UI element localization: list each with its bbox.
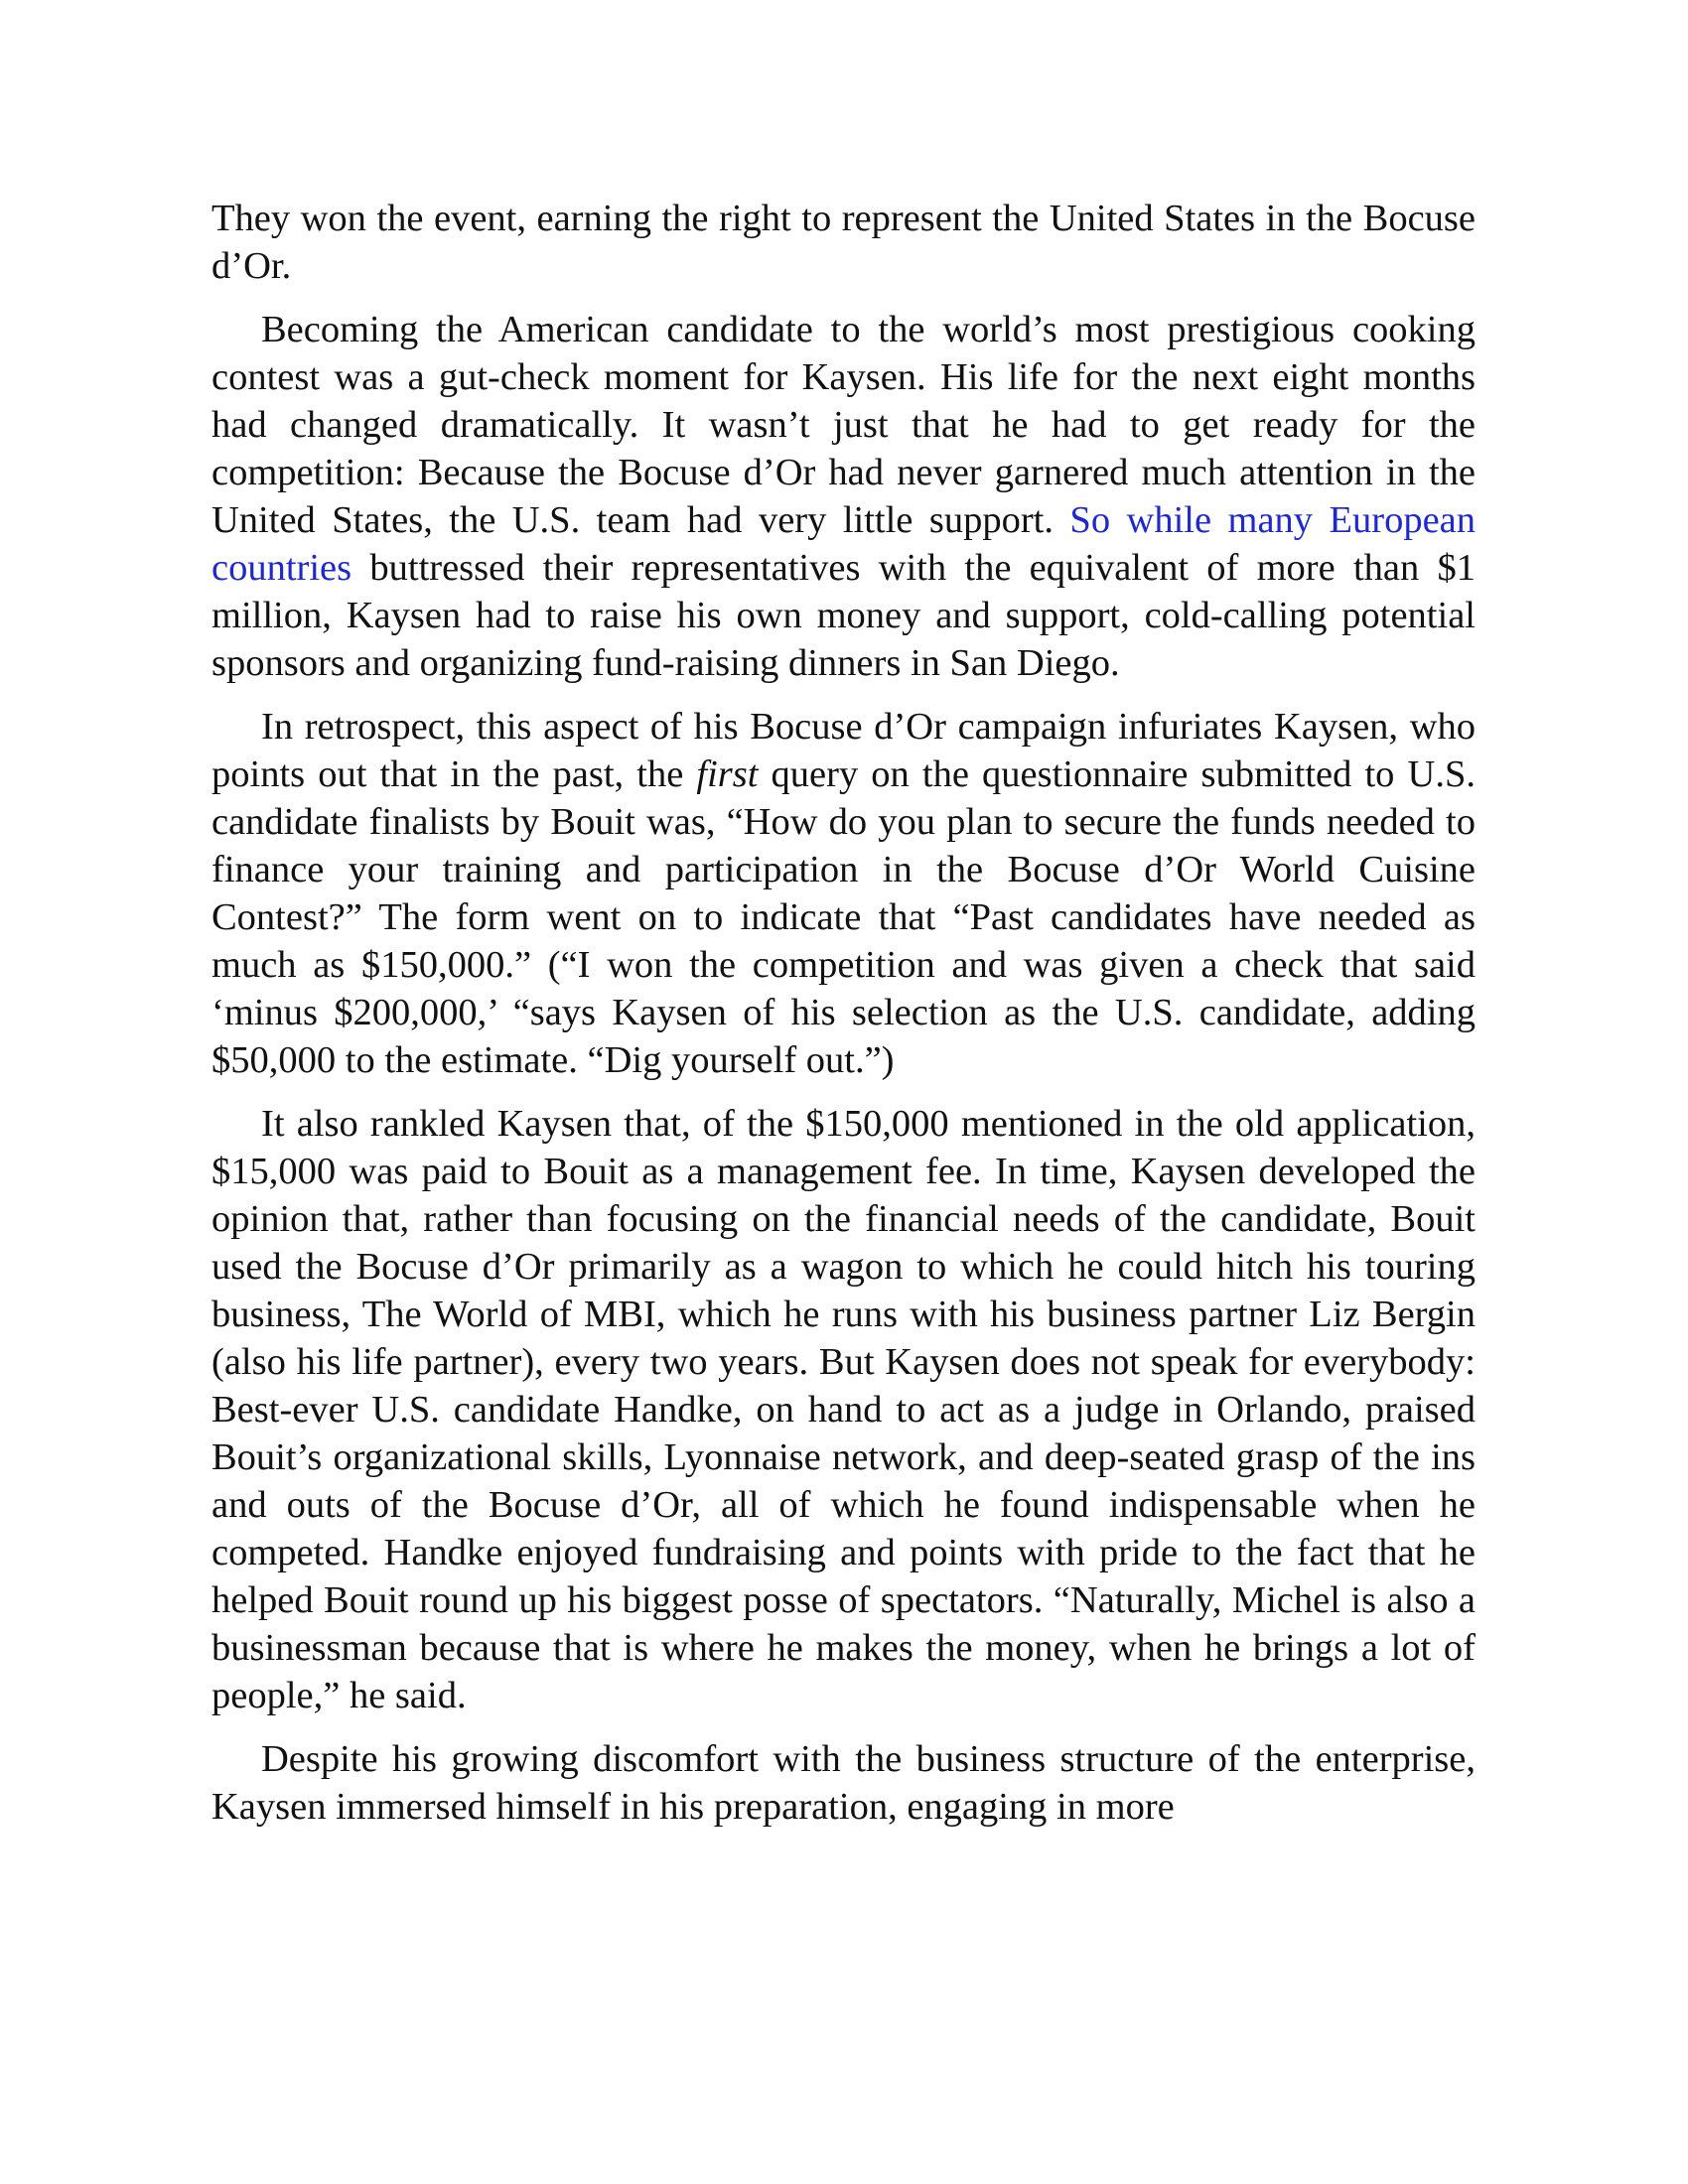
paragraph-1 [211,195,1476,290]
paragraph-3-text-after-emphasis: query on the questionnaire submitted to U.S. candidate finalists by Bouit was, “How do you plan to secure the funds needed to finance your training and participation in the Bocuse d’Or World Cuisine Contest?” The form went on to indicate that “Past candidates have needed as much as $150,000.” (“I won the competition and was given a check that said ‘minus $200,000,’ “says Kaysen of his selection as the U.S. candidate, adding $50,000 to the estimate. “Dig yourself out.”) [211,753,1476,1081]
paragraph-3 [211,703,1476,1084]
european-countries-link[interactable]: So while many European countries [211,499,1476,589]
document-page [211,195,1476,1846]
paragraph-4-text: It also rankled Kaysen that, of the $150,000 mentioned in the old application, $15,000 was paid to Bouit as a management fee. In time, Kaysen developed the opinion that, rather than focusing on the financial needs of the candidate, Bouit used the Bocuse d’Or primarily as a wagon to which he could hitch his touring business, The World of MBI, which he runs with his business partner Liz Bergin (also his life partner), every two years. But Kaysen does not speak for everybody: Best-ever U.S. candidate Handke, on hand to act as a judge in Orlando, praised Bouit’s organizational skills, Lyonnaise network, and deep-seated grasp of the ins and outs of the Bocuse d’Or, all of which he found indispensable when he competed. Handke enjoyed fundraising and points with pride to the fact that he helped Bouit round up his biggest posse of spectators. “Naturally, Michel is also a businessman because that is where he makes the money, when he brings a lot of people,” he said. [211,1103,1476,1716]
paragraph-3-text-before-emphasis: In retrospect, this aspect of his Bocuse d’Or campaign infuriates Kaysen, who points out that in the past, the [211,706,1476,795]
paragraph-3-emphasis: first [696,753,759,795]
paragraph-1-text: They won the event, earning the right to represent the United States in the Bocuse d’Or. [211,198,1476,287]
paragraph-2-text-after-link: buttressed their representatives with the equivalent of more than $1 million, Kaysen had to raise his own money and support, cold-calling potential sponsors and organizing fund-raising dinners in San Diego. [211,547,1476,684]
paragraph-2 [211,306,1476,687]
paragraph-2-text-before-link: Becoming the American candidate to the world’s most prestigious cooking contest was a gut-check moment for Kaysen. His life for the next eight months had changed dramatically. It wasn’t just that he had to get ready for the competition: Because the Bocuse d’Or had never garnered much attention in the United States, the U.S. team had very little support. [211,309,1476,541]
paragraph-4 [211,1100,1476,1719]
paragraph-5 [211,1735,1476,1831]
paragraph-5-text: Despite his growing discomfort with the business structure of the enterprise, Kaysen immersed himself in his preparation, engaging in more [211,1738,1476,1828]
